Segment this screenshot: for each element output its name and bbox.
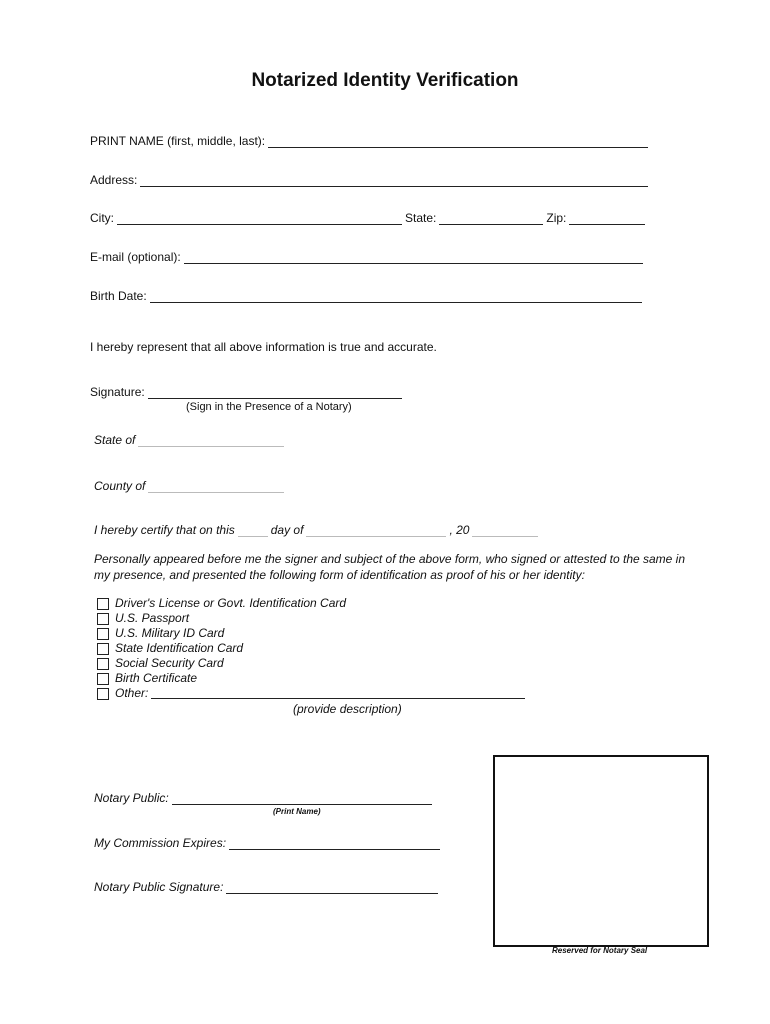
email-field[interactable] bbox=[184, 251, 643, 264]
document-title: Notarized Identity Verification bbox=[251, 70, 519, 91]
city-label: City: bbox=[90, 211, 114, 225]
day-of-label: day of bbox=[270, 523, 304, 537]
state-of-field[interactable] bbox=[138, 434, 284, 447]
id-option-label: Social Security Card bbox=[115, 656, 224, 670]
certify-month-field[interactable] bbox=[306, 524, 446, 537]
notary-public-field[interactable] bbox=[172, 792, 432, 805]
birth-date-label: Birth Date: bbox=[90, 289, 147, 303]
commission-expires-field[interactable] bbox=[229, 837, 440, 850]
checkbox[interactable] bbox=[97, 643, 109, 655]
other-note: (provide description) bbox=[293, 702, 402, 716]
id-option-label: U.S. Passport bbox=[115, 611, 190, 625]
email-label: E-mail (optional): bbox=[90, 250, 181, 264]
id-options-list bbox=[97, 596, 528, 701]
state-field[interactable] bbox=[439, 212, 543, 225]
county-of-field[interactable] bbox=[148, 480, 284, 493]
id-option-label: Other: bbox=[115, 686, 149, 700]
id-option-passport[interactable] bbox=[97, 611, 528, 626]
zip-field[interactable] bbox=[569, 212, 645, 225]
signature-field[interactable] bbox=[148, 386, 402, 399]
birth-date-field[interactable] bbox=[150, 290, 642, 303]
state-of-label: State of bbox=[94, 433, 136, 447]
print-name-note: (Print Name) bbox=[273, 807, 321, 816]
seal-caption: Reserved for Notary Seal bbox=[552, 946, 648, 955]
certify-year-field[interactable] bbox=[472, 524, 538, 537]
state-of-row bbox=[94, 433, 287, 447]
certify-label: I hereby certify that on this bbox=[94, 523, 235, 537]
commission-expires-label: My Commission Expires: bbox=[94, 836, 227, 850]
commission-expires-row bbox=[94, 836, 443, 850]
address-row bbox=[90, 173, 651, 187]
zip-label: Zip: bbox=[546, 211, 567, 225]
id-option-state-id[interactable] bbox=[97, 641, 528, 656]
id-option-military-id[interactable] bbox=[97, 626, 528, 641]
checkbox[interactable] bbox=[97, 613, 109, 625]
checkbox[interactable] bbox=[97, 688, 109, 700]
notary-signature-field[interactable] bbox=[226, 881, 438, 894]
notary-public-label: Notary Public: bbox=[94, 791, 169, 805]
notary-seal-box bbox=[493, 755, 709, 947]
signature-label: Signature: bbox=[90, 385, 145, 399]
appeared-statement: Personally appeared before me the signer and subject of the above form, who signed or attested to the same in my presence, and presented the following form of identification as proof of his or her identity: bbox=[94, 552, 686, 582]
notary-signature-row bbox=[94, 880, 441, 894]
state-label: State: bbox=[405, 211, 437, 225]
attestation-text: I hereby represent that all above information is true and accurate. bbox=[90, 340, 437, 354]
checkbox[interactable] bbox=[97, 598, 109, 610]
email-row bbox=[90, 250, 646, 264]
address-field[interactable] bbox=[140, 174, 648, 187]
county-of-label: County of bbox=[94, 479, 146, 493]
id-option-drivers-license[interactable] bbox=[97, 596, 528, 611]
id-option-birth-certificate[interactable] bbox=[97, 671, 528, 686]
birth-date-row bbox=[90, 289, 645, 303]
id-option-other[interactable] bbox=[97, 686, 528, 701]
checkbox[interactable] bbox=[97, 628, 109, 640]
notary-public-row bbox=[94, 791, 435, 805]
checkbox[interactable] bbox=[97, 658, 109, 670]
id-option-label: State Identification Card bbox=[115, 641, 244, 655]
other-description-field[interactable] bbox=[151, 688, 525, 699]
address-label: Address: bbox=[90, 173, 138, 187]
id-option-label: U.S. Military ID Card bbox=[115, 626, 225, 640]
certify-day-field[interactable] bbox=[238, 524, 268, 537]
id-option-social-security[interactable] bbox=[97, 656, 528, 671]
signature-note: (Sign in the Presence of a Notary) bbox=[186, 401, 352, 413]
signature-row bbox=[90, 385, 405, 399]
county-of-row bbox=[94, 479, 287, 493]
city-state-zip-row bbox=[90, 211, 648, 225]
id-option-label: Driver's License or Govt. Identification Card bbox=[115, 596, 347, 610]
print-name-row bbox=[90, 134, 651, 148]
certify-row bbox=[94, 523, 541, 537]
year-prefix-label: , 20 bbox=[449, 523, 470, 537]
id-option-label: Birth Certificate bbox=[115, 671, 198, 685]
notary-signature-label: Notary Public Signature: bbox=[94, 880, 224, 894]
city-field[interactable] bbox=[117, 212, 402, 225]
print-name-field[interactable] bbox=[268, 135, 648, 148]
print-name-label: PRINT NAME (first, middle, last): bbox=[90, 134, 266, 148]
checkbox[interactable] bbox=[97, 673, 109, 685]
